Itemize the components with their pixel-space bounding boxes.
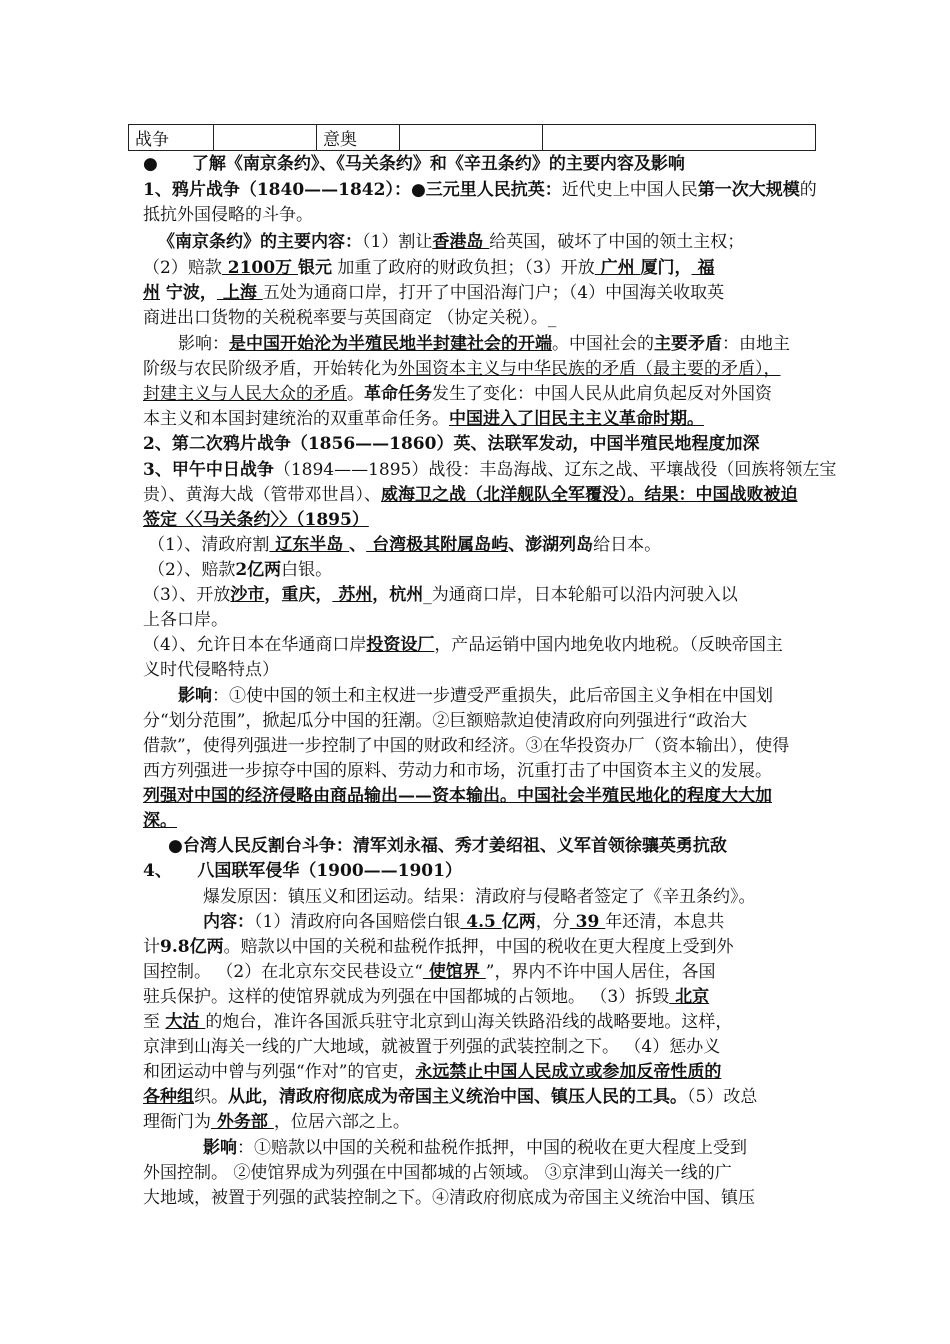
text-segment: 中国进入了旧民主主义革命时期。 (449, 409, 704, 429)
text-segment: （1894——1895）战役：丰岛海战、辽东之战、平壤战役（回族将领左宝 (273, 460, 837, 480)
text-segment: 福 (691, 258, 715, 278)
text-line (143, 935, 734, 959)
text-line (143, 203, 313, 227)
text-segment: 沙市 (230, 585, 265, 605)
text-segment: 香港岛 (432, 232, 490, 252)
text-segment: ，杭州 (372, 585, 424, 605)
text-segment: （2）赔款 (143, 258, 222, 278)
text-segment: 驻兵保护。这样的使馆界就成为列强在中国都城的占领地。 （3）拆毁 (143, 987, 670, 1007)
table-row (129, 125, 816, 151)
text-segment: 是中国开始沦为半殖民地半封建社会的开端 (229, 334, 552, 354)
text-segment: 大地域，被置于列强的武装控制之下。④清政府彻底成为帝国主义统治中国、镇压 (143, 1188, 755, 1208)
text-segment: 39 (569, 912, 606, 932)
text-line (143, 1010, 732, 1034)
text-segment: ，重庆， (264, 585, 333, 605)
text-segment: 上各口岸。 (143, 610, 228, 630)
text-segment: 外国控制。 ②使馆界成为列强在中国都城的占领域。 ③京津到山海关一线的广 (143, 1163, 732, 1183)
text-segment: 大沽 (165, 1012, 206, 1032)
text-line (143, 658, 279, 682)
text-segment: 给日本。 (593, 535, 662, 555)
text-segment: 外务部 (211, 1112, 274, 1132)
text-line (143, 960, 715, 984)
text-segment: 发生了变化：中国人民从此肩负起反对外国资 (432, 384, 772, 404)
text-line (143, 1085, 757, 1109)
text-segment: 革命任务 (364, 384, 432, 404)
text-line (143, 784, 772, 808)
text-line (143, 152, 685, 176)
text-segment: 广州 (594, 258, 641, 278)
text-segment: 给英国，破坏了中国的领土主权； (489, 232, 745, 252)
text-segment: 和团运动中曾与列强“作对”的官吏， (143, 1062, 416, 1082)
text-segment: （3）、开放 (143, 585, 231, 605)
text-segment: 第一次大规模 (697, 180, 800, 200)
text-line (143, 458, 836, 482)
text-segment: （2）、赔款 (148, 560, 236, 580)
text-segment: 2100万 (221, 258, 298, 278)
text-line (143, 1060, 721, 1084)
text-segment: 亿两 (501, 912, 536, 932)
text-segment: 近代史上中国人民 (561, 180, 698, 200)
header-table (128, 124, 816, 151)
text-segment: 4.5 (460, 912, 502, 932)
text-segment: 银元 (297, 258, 332, 278)
text-segment: 2亿两 (235, 560, 282, 580)
text-segment: 贵）、黄海大战（管带邓世昌）、 (143, 485, 381, 505)
text-segment: ，位居六部之上。 (273, 1112, 410, 1132)
text-segment: ”，界内不许中国人居住，各国 (485, 962, 716, 982)
text-line (178, 332, 790, 356)
text-segment: （5）改总 (687, 1087, 758, 1107)
text-segment: 抵抗外国侵略的斗争。 (143, 205, 313, 225)
text-segment: 深。 (143, 811, 177, 831)
text-segment: 西方列强进一步掠夺中国的原料、劳动力和市场，沉重打击了中国资本主义的发展。 (143, 761, 772, 781)
text-segment: 威海卫之战（北洋舰队全军覆没）。结果：中国战败被迫 (381, 485, 798, 505)
text-segment: 厦门， (640, 258, 692, 278)
text-line (143, 809, 177, 833)
text-line (143, 1035, 720, 1059)
text-segment: 4、 八国联军侵华（1900——1901） (143, 861, 462, 881)
text-segment: 阶级与农民阶级矛盾，开始转化为 (143, 359, 398, 379)
text-segment: 分“划分范围”，掀起瓜分中国的狂潮。②巨额赔款迫使清政府向列强进行“政治大 (143, 711, 748, 731)
text-segment: 主要矛盾 (654, 334, 722, 354)
text-line (148, 558, 332, 582)
text-line (143, 432, 759, 456)
text-segment: 借款”，使得列强进一步控制了中国的财政和经济。③在华投资办厂（资本输出），使得 (143, 736, 790, 756)
text-line (203, 910, 724, 934)
text-line (143, 1110, 410, 1134)
text-segment: 使馆界 (422, 962, 486, 982)
text-line (143, 608, 228, 632)
text-segment: 爆发原因：镇压义和团运动。结果：清政府与侵略者签定了《辛丑条约》。 (203, 887, 756, 907)
text-segment: 白银。 (281, 560, 333, 580)
text-line (143, 178, 817, 202)
text-line (143, 709, 747, 733)
text-segment: 、 (349, 535, 367, 555)
text-segment: 。 (347, 384, 364, 404)
text-segment: 投资设厂 (366, 635, 435, 655)
text-line (143, 256, 714, 280)
text-segment: ，分 (535, 912, 570, 932)
text-segment: 内容： (203, 912, 254, 932)
text-segment: 永远禁止中国人民成立或参加反帝性质的 (415, 1062, 722, 1082)
text-line (143, 759, 772, 783)
text-segment: ：①使中国的领土和主权进一步遭受严重损失，此后帝国主义争相在中国划 (212, 686, 773, 706)
table-cell (214, 125, 317, 151)
text-line (143, 407, 704, 431)
text-segment: 。赔款以中国的关税和盐税作抵押，中国的税收在更大程度上受到外 (223, 937, 734, 957)
text-segment: 的炮台，准许各国派兵驻守北京到山海关铁路沿线的战略要地。这样， (205, 1012, 733, 1032)
text-segment: 《南京条约》的主要内容： (158, 232, 362, 252)
text-segment: 。中国社会的 (552, 334, 654, 354)
text-line (168, 834, 727, 858)
text-segment: 外国资本主义与中华民族的矛盾（最主要的矛盾）， (398, 359, 781, 379)
text-line (143, 508, 369, 532)
text-segment: 列强对中国的经济侵略由商品输出——资本输出。中国社会半殖民地化的程度大大加 (143, 786, 772, 806)
text-line (143, 483, 798, 507)
text-segment: 年还清，本息共 (605, 912, 725, 932)
text-segment: ● 了解《南京条约》、《马关条约》和《辛丑条约》的主要内容及影响 (143, 154, 685, 174)
text-segment: 辽东半岛 (269, 535, 350, 555)
text-line (143, 583, 738, 607)
text-segment: 五处为通商口岸，打开了中国沿海门户；（4）中国海关收取英 (262, 283, 725, 303)
text-segment: 义时代侵略特点） (143, 660, 279, 680)
text-line (143, 382, 772, 406)
text-segment: 台湾极其附属岛屿 (366, 535, 509, 555)
table-cell (400, 125, 543, 151)
text-segment: 计 (143, 937, 160, 957)
text-line (143, 734, 789, 758)
text-segment: 3、甲午中日战争 (143, 460, 274, 480)
text-segment: 宁波， (160, 283, 217, 303)
text-line (203, 885, 756, 909)
text-line (143, 1186, 755, 1210)
text-segment: 封建主义与人民大众的矛盾 (143, 384, 347, 404)
text-segment: （1）割让 (362, 232, 433, 252)
text-segment: （1）清政府向各国赔偿白银 (254, 912, 461, 932)
text-segment: 1、鸦片战争（1840——1842）：●三元里人民抗英： (143, 180, 562, 200)
table-cell: 意奥 (317, 125, 400, 151)
text-line (143, 306, 556, 330)
text-line (203, 1136, 747, 1160)
text-segment: 苏州 (332, 585, 373, 605)
text-segment: 签定〈〈马关条约〉〉（1895） (143, 510, 369, 530)
text-line (178, 684, 773, 708)
text-segment: 本主义和本国封建统治的双重革命任务。 (143, 409, 449, 429)
text-segment: 影响 (178, 686, 212, 706)
text-line (143, 633, 783, 657)
text-line (148, 533, 661, 557)
text-segment: 上海 (216, 283, 263, 303)
text-line (143, 281, 724, 305)
text-segment: 加重了政府的财政负担；（3）开放 (331, 258, 595, 278)
table-cell (543, 125, 816, 151)
text-segment: 商进出口货物的关税税率要与英国商定 （协定关税）。_ (143, 308, 557, 328)
text-segment: 京津到山海关一线的广大地域，就被置于列强的武装控制之下。 （4）惩办义 (143, 1037, 721, 1057)
text-segment: 9.8亿两 (160, 937, 224, 957)
text-segment: 影响： (178, 334, 229, 354)
text-segment: 织。 (194, 1087, 228, 1107)
text-segment: 从此，清政府彻底成为帝国主义统治中国、镇压人民的工具。 (228, 1087, 687, 1107)
text-segment: 州 (143, 283, 160, 303)
text-line (143, 357, 781, 381)
text-segment: 影响 (203, 1138, 237, 1158)
text-segment: （1）、清政府割 (148, 535, 270, 555)
text-segment: （4）、允许日本在华通商口岸 (143, 635, 367, 655)
text-line (143, 859, 462, 883)
text-segment: 2、第二次鸦片战争（1856——1860）英、法联军发动，中国半殖民地程度加深 (143, 434, 760, 454)
text-segment: ●台湾人民反割台斗争：清军刘永福、秀才姜绍祖、义军首领徐骧英勇抗敌 (168, 836, 727, 856)
text-segment: ：由地主 (722, 334, 790, 354)
text-segment: ：①赔款以中国的关税和盐税作抵押，中国的税收在更大程度上受到 (237, 1138, 747, 1158)
text-segment: 、 (508, 535, 526, 555)
table-cell: 战争 (129, 125, 214, 151)
text-segment: 理衙门为 (143, 1112, 211, 1132)
text-line (143, 985, 709, 1009)
text-segment: 北京 (669, 987, 710, 1007)
text-line (143, 1161, 732, 1185)
text-segment: 国控制。 （2）在北京东交民巷设立“ (143, 962, 423, 982)
text-segment: _为通商口岸，日本轮船可以沿内河驶入以 (423, 585, 738, 605)
text-line (158, 230, 744, 254)
text-segment: ，产品运销中国内地免收内地税。（反映帝国主 (434, 635, 783, 655)
text-segment: 澎湖列岛 (525, 535, 594, 555)
text-segment: 的 (799, 180, 817, 200)
text-segment: 至 (143, 1012, 166, 1032)
text-segment: 各种组 (143, 1087, 194, 1107)
